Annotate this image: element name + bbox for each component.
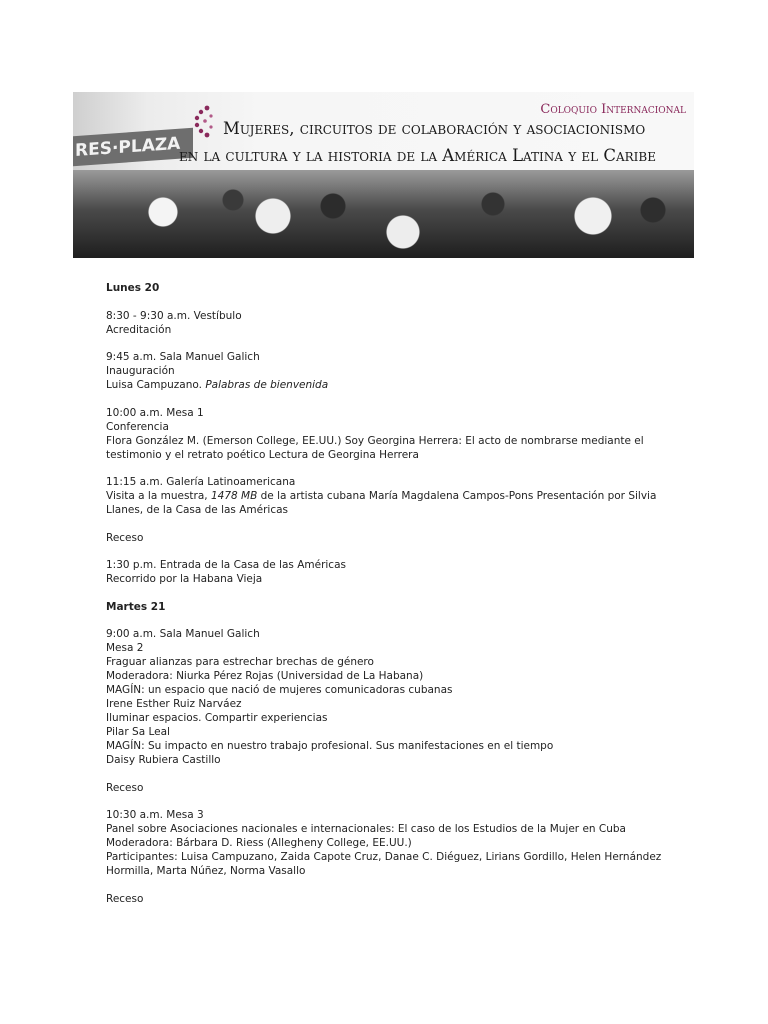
dots-arc-icon bbox=[191, 104, 217, 138]
session-line: Daisy Rubiera Castillo bbox=[106, 754, 221, 766]
day-heading: Martes 21 bbox=[106, 600, 166, 613]
speaker-name: Luisa Campuzano. bbox=[106, 379, 206, 391]
session-time: 9:45 a.m. Sala Manuel Galich bbox=[106, 351, 260, 363]
banner-kicker: Coloquio Internacional bbox=[540, 102, 686, 117]
conference-banner bbox=[73, 92, 694, 258]
recess-label: Receso bbox=[106, 892, 144, 905]
session-time: 10:00 a.m. Mesa 1 bbox=[106, 406, 204, 419]
session-time: 1:30 p.m. Entrada de la Casa de las Américas bbox=[106, 559, 346, 571]
session-line: Participantes: Luisa Campuzano, Zaida Capote Cruz, Danae C. Diéguez, Lirians Gordillo, Helen Hernández bbox=[106, 851, 662, 863]
banner-title-line-1: Mujeres, circuitos de colaboración y asociacionismo bbox=[223, 119, 646, 138]
session-line bbox=[106, 489, 666, 503]
session-time: 10:30 a.m. Mesa 3 bbox=[106, 809, 204, 821]
session-line: Hormilla, Marta Núñez, Norma Vasallo bbox=[106, 865, 306, 877]
day-heading: Lunes 20 bbox=[106, 282, 160, 294]
session-text: Visita a la muestra, bbox=[106, 490, 211, 502]
session-line: Inauguración bbox=[106, 365, 175, 377]
talk-title: Palabras de bienvenida bbox=[205, 379, 329, 391]
session-line: Acreditación bbox=[106, 323, 172, 336]
session-line: Pilar Sa Leal bbox=[106, 726, 170, 738]
protest-sign: RES·PLAZA bbox=[73, 128, 193, 166]
session-line: Irene Esther Ruiz Narváez bbox=[106, 698, 242, 710]
program-schedule bbox=[106, 281, 666, 906]
session-line: Iluminar espacios. Compartir experiencias bbox=[106, 712, 328, 724]
session-line: Llanes, de la Casa de las Américas bbox=[106, 504, 289, 516]
session-line: MAGÍN: un espacio que nació de mujeres comunicadoras cubanas bbox=[106, 684, 453, 696]
session-line: Fraguar alianzas para estrechar brechas de género bbox=[106, 656, 374, 668]
session-line bbox=[106, 378, 666, 392]
session-time: 8:30 - 9:30 a.m. Vestíbulo bbox=[106, 309, 242, 322]
session-line: Moderadora: Bárbara D. Riess (Allegheny College, EE.UU.) bbox=[106, 837, 412, 849]
banner-title-line-2: en la cultura y la historia de la América Latina y el Caribe bbox=[179, 146, 656, 165]
session-time: 11:15 a.m. Galería Latinoamericana bbox=[106, 476, 296, 488]
session-time: 9:00 a.m. Sala Manuel Galich bbox=[106, 628, 260, 640]
session-line: testimonio y el retrato poético Lectura de Georgina Herrera bbox=[106, 448, 419, 461]
recess-label: Receso bbox=[106, 531, 144, 544]
session-text: de la artista cubana María Magdalena Campos-Pons Presentación por Silvia bbox=[257, 490, 657, 502]
session-line: Flora González M. (Emerson College, EE.UU.) Soy Georgina Herrera: El acto de nombrarse mediante el bbox=[106, 434, 644, 447]
protest-crowd-photo bbox=[73, 170, 694, 258]
session-line: Moderadora: Niurka Pérez Rojas (Universidad de La Habana) bbox=[106, 670, 424, 682]
session-line: Panel sobre Asociaciones nacionales e internacionales: El caso de los Estudios de la Mujer en Cuba bbox=[106, 823, 626, 835]
session-line: Mesa 2 bbox=[106, 642, 144, 654]
session-line: MAGÍN: Su impacto en nuestro trabajo profesional. Sus manifestaciones en el tiempo bbox=[106, 740, 554, 752]
session-line: Recorrido por la Habana Vieja bbox=[106, 573, 263, 585]
session-line: Conferencia bbox=[106, 420, 169, 433]
recess-label: Receso bbox=[106, 781, 144, 794]
artwork-title: 1478 MB bbox=[210, 490, 258, 502]
